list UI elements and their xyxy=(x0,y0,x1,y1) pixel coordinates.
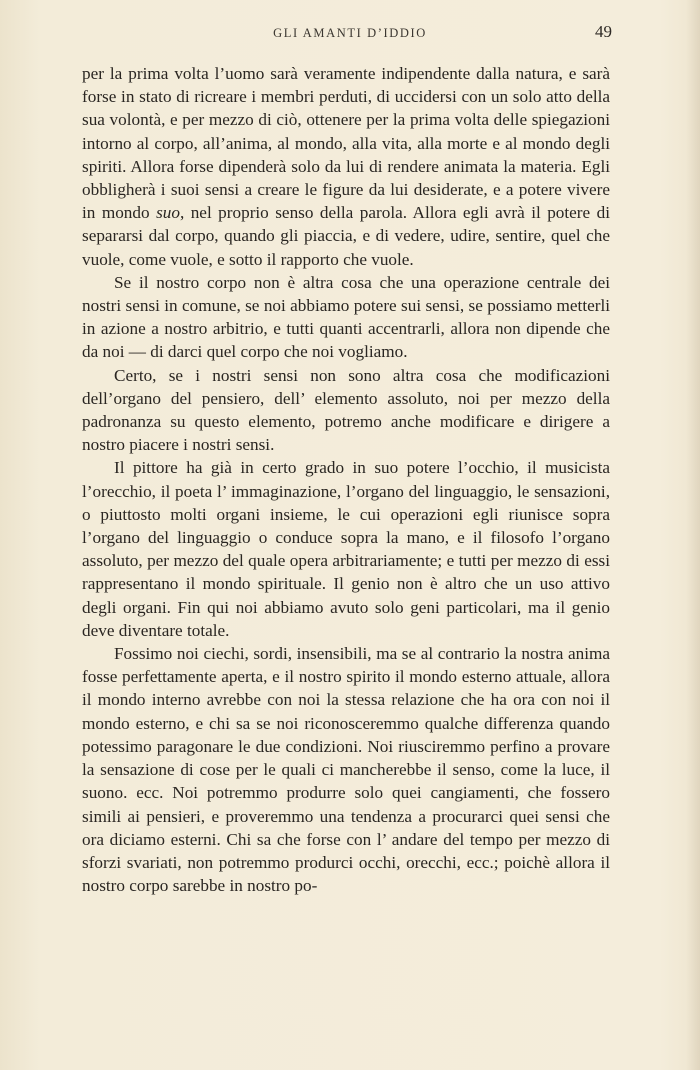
page-edge-shadow xyxy=(686,0,700,1070)
paragraph-4: Il pittore ha già in certo grado in suo potere l’occhio, il musicista l’orecchio, il poeta l’ immaginazione, l’organo del linguaggio, le sensazioni, o piuttosto molti organi insieme, le cui operazioni egli riunisce sopra l’organo del linguaggio o conduce sopra la mano, e il filosofo l’organo assoluto, per mezzo del quale opera arbitrariamente; e tutti per mezzo di essi rappresentano il mondo spirituale. Il genio non è altro che un uso attivo degli organi. Fin qui noi abbiamo avuto solo geni particolari, ma il genio deve diventare totale. xyxy=(82,458,610,640)
body-text xyxy=(82,62,610,897)
paragraph-5: Fossimo noi ciechi, sordi, insensibili, ma se al contrario la nostra anima fosse perfettamente aperta, e il nostro spirito il mondo esterno attuale, allora il mondo interno avrebbe con noi la stessa relazione che ha ora con noi il mondo esterno, e chi sa se noi riconosceremmo qualche differenza quando potessimo paragonare le due condizioni. Noi riusciremmo perfino a provare la sensazione di cose per le quali ci mancherebbe il senso, come la luce, il suono. ecc. Noi potremmo produrre solo quei cangiamenti, che fossero simili ai pensieri, e proveremmo una tendenza a procurarci quei sensi che ora diciamo esterni. Chi sa che forse con l’ andare del tempo per mezzo di sforzi svariati, non potremmo produrci occhi, orecchi, ecc.; poichè allora il nostro corpo sarebbe in nostro po- xyxy=(82,644,610,896)
paragraph-1-text-b: , nel proprio senso della parola. Allora egli avrà il potere di separarsi dal corpo, quando gli piaccia, e di vedere, udire, sentire, quel che vuole, come vuole, e sotto il rapporto che vuole. xyxy=(82,203,610,269)
paragraph-3: Certo, se i nostri sensi non sono altra cosa che modificazioni dell’organo del pensiero, dell’ elemento assoluto, noi per mezzo della padronanza su questo elemento, potremo anche modificare e dirigere a nostro piacere i nostri sensi. xyxy=(82,365,610,455)
page-number: 49 xyxy=(595,22,612,41)
running-title: GLI AMANTI D’IDDIO xyxy=(273,26,427,40)
paragraph-2: Se il nostro corpo non è altra cosa che una operazione centrale dei nostri sensi in comune, se noi abbiamo potere sui sensi, se possiamo metterli in azione a nostro arbitrio, e tutti quanti accentrarli, allora non dipende che da noi — di darci quel corpo che noi vogliamo. xyxy=(82,272,610,362)
running-head xyxy=(0,22,700,46)
emphasis-suo: suo xyxy=(156,203,180,223)
paragraph-1-text-a: per la prima volta l’uomo sarà veramente indipendente dalla natura, e sarà forse in stato di ricreare i membri perduti, di uccidersi con un solo atto della sua volontà, e per mezzo di ciò, ottenere per la prima volta delle spiegazioni intorno al corpo, all’anima, al mondo, alla vita, alla morte e al mondo degli spiriti. Allora forse dipenderà solo da lui di rendere animata la materia. Egli obbligherà i suoi sensi a creare le figure da lui desiderate, e a potere vivere in mondo xyxy=(82,64,610,223)
paragraph-1 xyxy=(82,62,610,271)
